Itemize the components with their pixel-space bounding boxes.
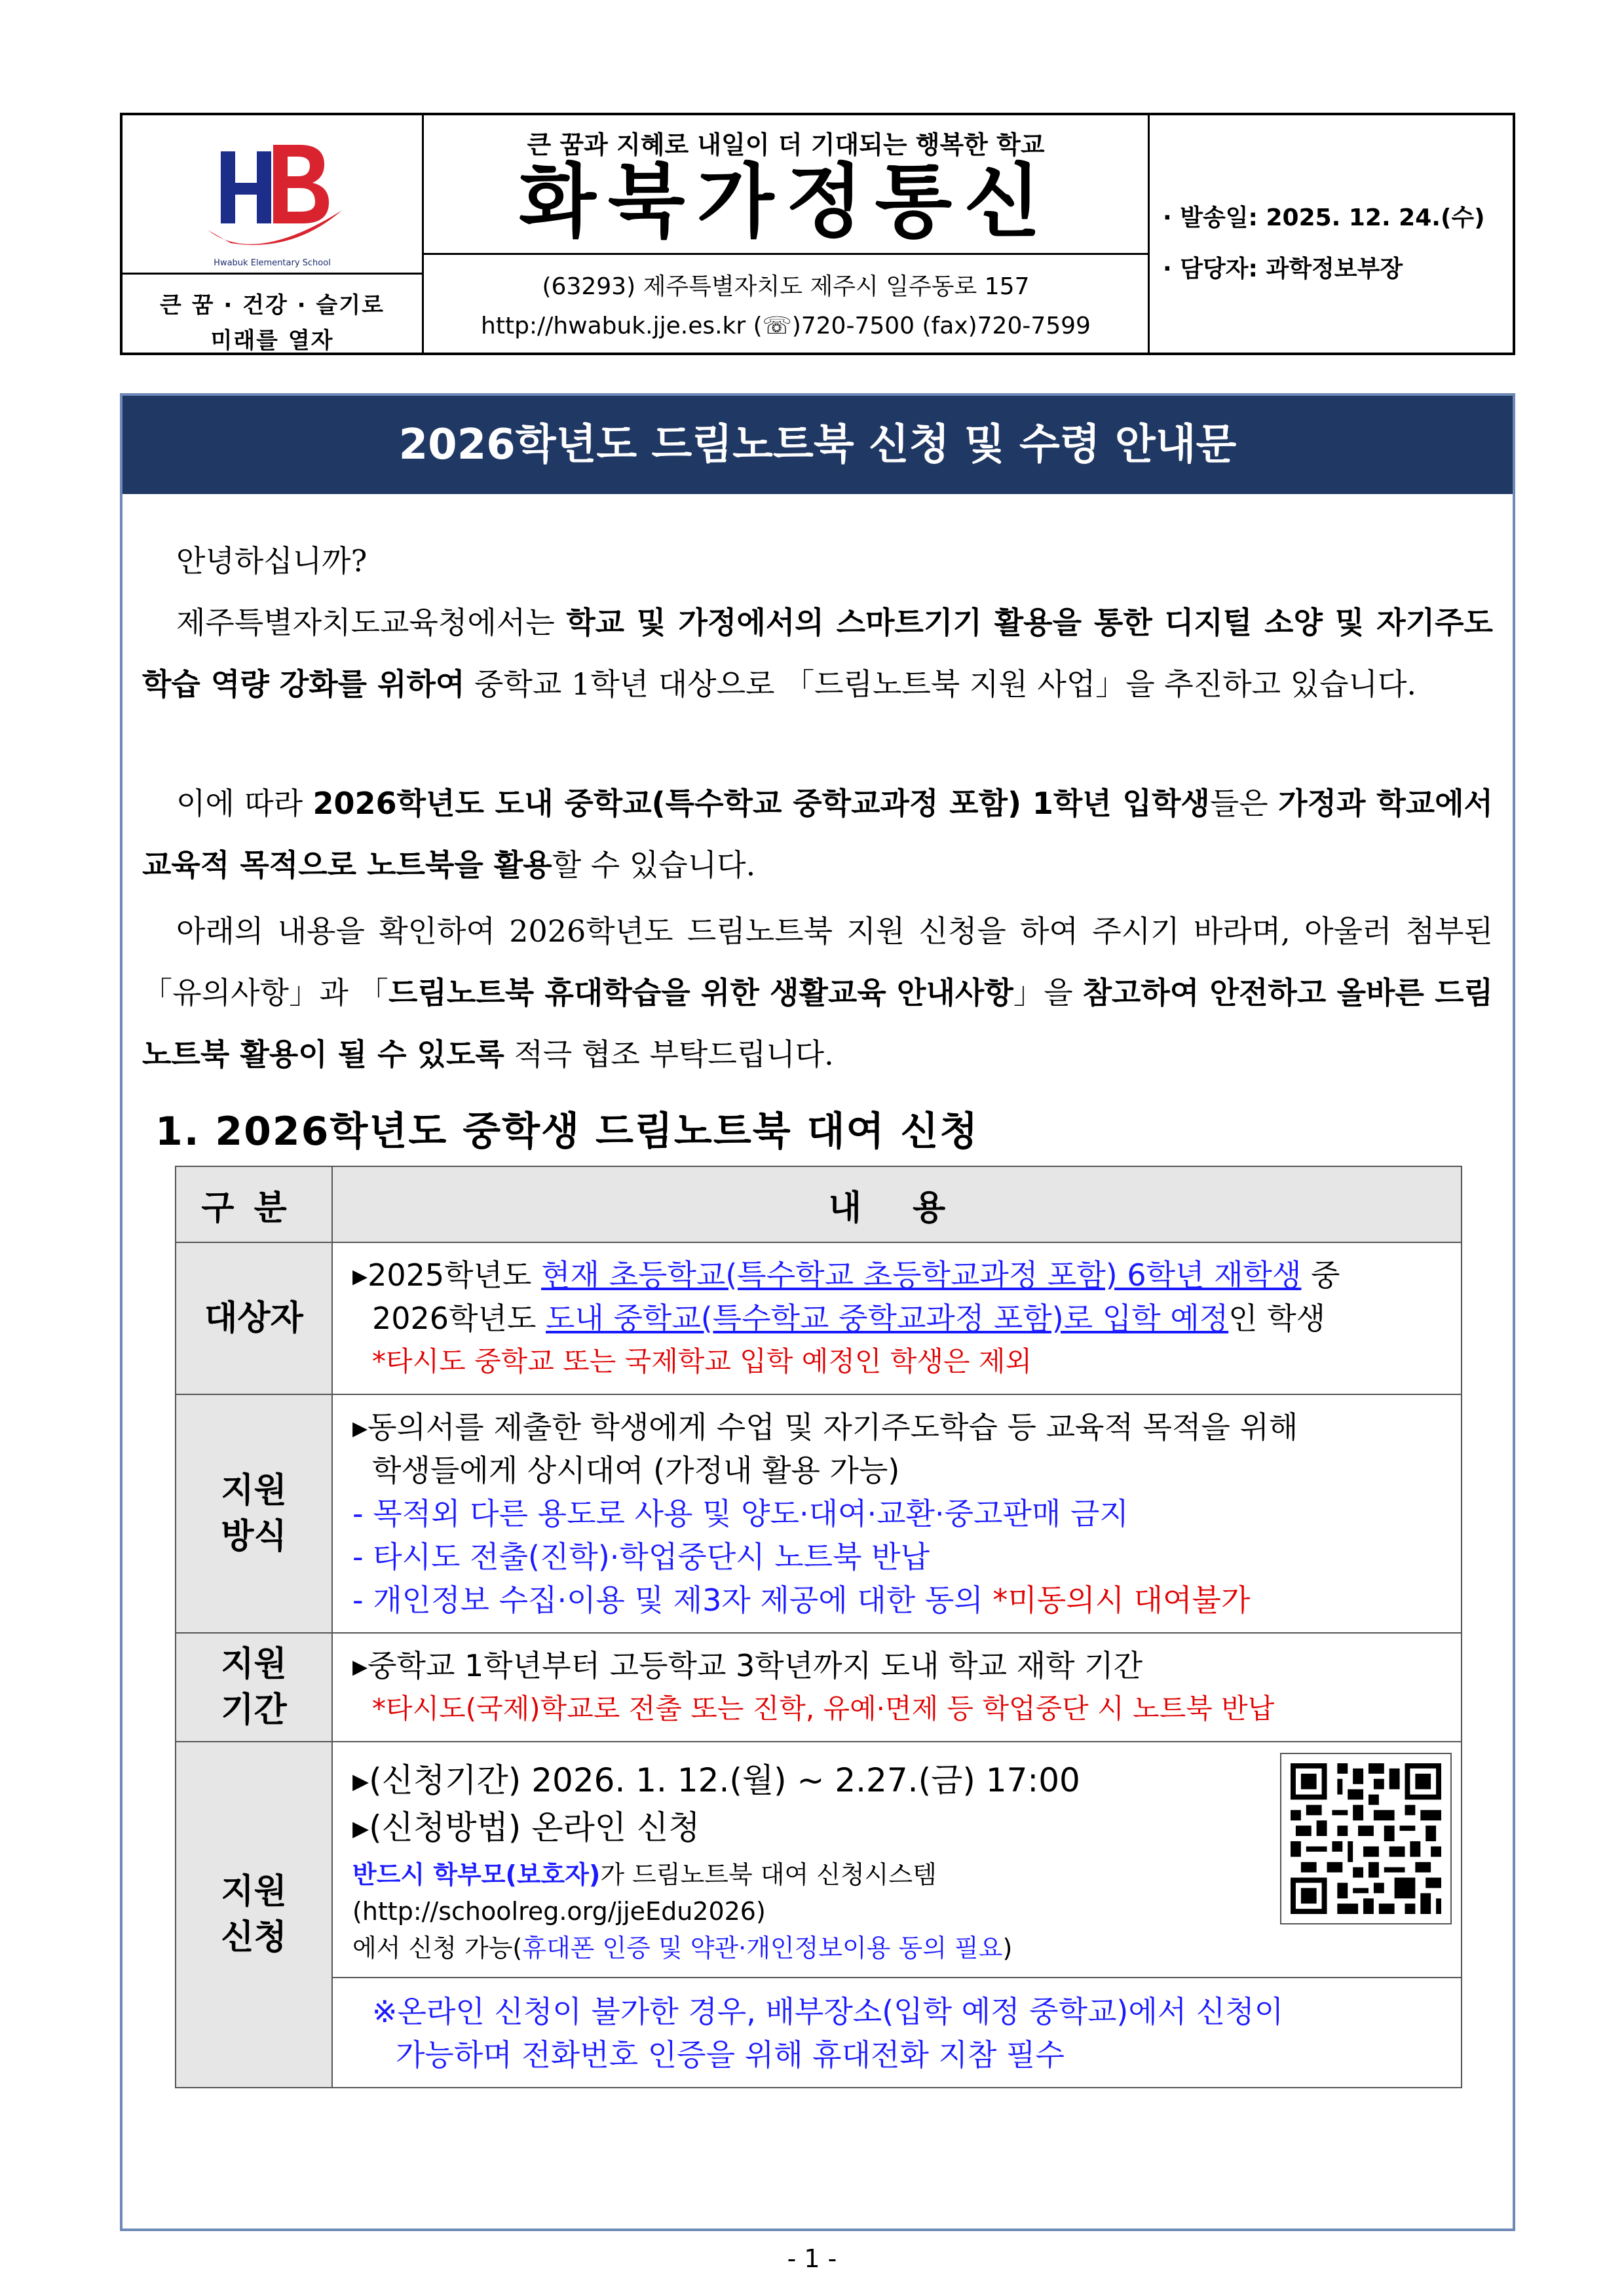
issue-info	[1150, 115, 1513, 353]
text-warning: *타시도(국제)학교로 전출 또는 진학, 유예·면제 등 학업중단 시 노트북 반납	[372, 1693, 1275, 1725]
divider	[424, 253, 1148, 255]
table-row	[176, 1242, 1462, 1394]
text: 아래의 내용을 확인하여 2026학년도 드림노트북 지원 신청을 하여 주시기 바라며, 아울러 첨부된 「유의사항」과 「	[142, 913, 1493, 1010]
text: - 타시도 전출(진학)·학업중단시 노트북 반납	[352, 1539, 930, 1575]
row-label-method	[176, 1394, 332, 1633]
text-warning: *미동의시 대여불가	[992, 1582, 1251, 1618]
notice-body	[120, 393, 1515, 2231]
text: 중학교 1학년 대상으로 「드림노트북 지원 사업」을 추진하고 있습니다.	[464, 666, 1417, 702]
text: 」을	[1013, 975, 1083, 1010]
motto-line-1: 큰 꿈 · 건강 · 슬기로	[160, 292, 385, 318]
offline-note	[333, 1977, 1461, 2076]
row-content-method	[332, 1394, 1462, 1633]
text: 제주특별자치도교육청에서는	[176, 605, 567, 640]
text: ※온라인 신청이 불가한 경우, 배부장소(입학 예정 중학교)에서 신청이	[372, 1994, 1284, 2029]
text: 지원	[221, 1645, 287, 1684]
text: 인 학생	[1228, 1301, 1326, 1336]
text: - 목적외 다른 용도로 사용 및 양도·대여·교환·중고판매 금지	[352, 1496, 1129, 1531]
text: ▸동의서를 제출한 학생에게 수업 및 자기주도학습 등 교육적 목적을 위해	[352, 1409, 1298, 1445]
text: 방식	[221, 1517, 287, 1556]
table-header-row	[176, 1166, 1462, 1242]
exclusion-note: *타시도 중학교 또는 국제학교 입학 예정인 학생은 제외	[372, 1345, 1032, 1377]
application-method: ▸(신청방법) 온라인 신청	[352, 1808, 700, 1846]
text: 들은	[1209, 786, 1279, 821]
table-row	[176, 1633, 1462, 1742]
text-bold: 가정과 학교에서 교육적 목적으로 노트북을 활용	[142, 786, 1493, 883]
text: 에서 신청 가능(	[352, 1934, 523, 1962]
text-bold: 2026학년도 도내 중학교(특수학교 중학교과정 포함) 1학년 입학생	[312, 786, 1210, 821]
text: 이에 따라	[176, 786, 313, 821]
table-row	[176, 1394, 1462, 1633]
school-name-english: Hwabuk Elementary School	[214, 258, 331, 268]
school-motto	[123, 273, 422, 358]
newsletter-title: 화북가정통신	[518, 155, 1053, 248]
table-row	[176, 1742, 1462, 2088]
text-bold: 학교 및 가정에서의 스마트기기 활용을 통한 디지털 소양 및 자기주도학습 역량 강화를 위하여	[142, 605, 1493, 702]
text: 적극 협조 부탁드립니다.	[504, 1037, 834, 1072]
text-bold: 참고하여 안전하고 올바른 드림노트북 활용이 될 수 있도록	[142, 975, 1493, 1072]
row-content-period	[332, 1633, 1462, 1742]
row-content-application	[332, 1742, 1462, 2088]
text: 지원	[221, 1471, 287, 1510]
paragraph-1	[142, 592, 1493, 715]
issue-date: · 발송일: 2025. 12. 24.(수)	[1163, 204, 1485, 231]
school-logo-area	[123, 115, 424, 353]
notice-title: 2026학년도 드림노트북 신청 및 수령 안내문	[123, 396, 1513, 494]
text: 기간	[221, 1691, 287, 1730]
text: 학생들에게 상시대여 (가정내 활용 가능)	[372, 1453, 900, 1488]
text: 신청	[221, 1918, 287, 1957]
header-content: 내 용	[332, 1166, 1462, 1242]
row-label-target: 대상자	[176, 1242, 332, 1394]
header-category: 구분	[176, 1166, 332, 1242]
text: 지원	[221, 1872, 287, 1911]
text-bold: 드림노트북 휴대학습을 위한 생활교육 안내사항	[388, 975, 1013, 1010]
text: 가능하며 전화번호 인증을 위해 휴대전화 지참 필수	[396, 2037, 1065, 2073]
text: - 개인정보 수집·이용 및 제3자 제공에 대한 동의	[352, 1582, 993, 1618]
greeting: 안녕하십니까?	[176, 543, 368, 579]
application-table	[175, 1166, 1462, 2088]
text: ▸2025학년도	[352, 1257, 542, 1293]
motto-line-2: 미래를 열자	[210, 328, 334, 354]
text-highlight: 현재 초등학교(특수학교 초등학교과정 포함) 6학년 재학생	[541, 1257, 1302, 1293]
paragraph-3	[142, 900, 1493, 1085]
text: ▸중학교 1학년부터 고등학교 3학년까지 도내 학교 재학 기간	[352, 1648, 1143, 1683]
section-1-title: 1. 2026학년도 중학생 드림노트북 대여 신청	[155, 1109, 979, 1155]
qr-code-icon[interactable]	[1280, 1753, 1452, 1924]
text-highlight: 휴대폰 인증 및 약관·개인정보이용 동의 필요	[522, 1934, 1003, 1962]
school-slogan: 큰 꿈과 지혜로 내일이 더 기대되는 행복한 학교	[527, 130, 1045, 159]
text-highlight: 도내 중학교(특수학교 중학교과정 포함)로 입학 예정	[546, 1301, 1229, 1336]
manager: · 담당자: 과학정보부장	[1163, 256, 1403, 282]
application-period: ▸(신청기간) 2026. 1. 12.(월) ~ 2.27.(금) 17:00	[352, 1761, 1080, 1799]
school-logo	[195, 132, 352, 269]
page-number: - 1 -	[787, 2244, 837, 2273]
text: 할 수 있습니다.	[552, 847, 756, 883]
text: )	[1002, 1934, 1013, 1962]
newsletter-title-area	[424, 115, 1150, 353]
contact-line: http://hwabuk.jje.es.kr (☏)720-7500 (fax)720-7599	[481, 313, 1091, 339]
row-content-target	[332, 1242, 1462, 1394]
school-address	[424, 267, 1148, 346]
row-label-period	[176, 1633, 332, 1742]
text: 중	[1301, 1257, 1340, 1293]
address-line: (63293) 제주특별자치도 제주시 일주동로 157	[542, 273, 1030, 300]
text: 2026학년도	[372, 1301, 546, 1336]
newsletter-header	[120, 113, 1515, 355]
text-bold: 반드시 학부모(보호자)	[352, 1860, 601, 1889]
row-label-application	[176, 1742, 332, 2088]
application-url[interactable]: 가 드림노트북 대여 신청시스템(http://schoolreg.org/jjeEdu2026)	[352, 1860, 937, 1926]
paragraph-2	[142, 773, 1493, 896]
